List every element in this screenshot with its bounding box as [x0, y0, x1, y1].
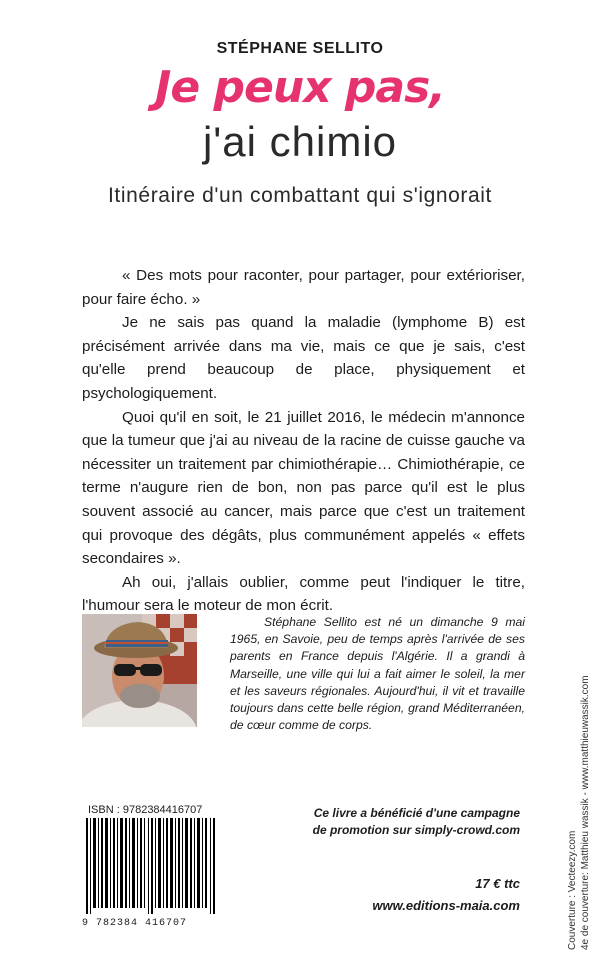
- back-cover-blurb: [82, 264, 525, 618]
- book-title-line2: j'ai chimio: [202, 118, 398, 165]
- promotion-note: [300, 805, 520, 839]
- isbn-label: ISBN : 9782384416707: [88, 804, 203, 816]
- author-biography: [230, 614, 525, 734]
- book-price: 17 € ttc: [475, 876, 520, 891]
- blurb-paragraph: Ah oui, j'allais oublier, comme peut l'indiquer le titre, l'humour sera le moteur de mon écrit.: [82, 573, 525, 615]
- publisher-website: www.editions-maia.com: [372, 898, 520, 913]
- book-title-line1: Je peux pas,: [155, 62, 445, 113]
- credit-line-cover: Couverture : Vecteezy.com: [567, 830, 578, 950]
- blurb-paragraph: Je ne sais pas quand la maladie (lymphome B) est précisément arrivée dans ma vie, mais ce que je sais, c'est qu'elle prend beaucoup de place, physiquement et psychologiquement.: [82, 314, 525, 402]
- barcode-icon: [84, 818, 218, 914]
- bio-text: Stéphane Sellito est né un dimanche 9 mai 1965, en Savoie, peu de temps après l'arrivée de ses parents en France depuis l'Algérie. Il a grandi à Marseille, une ville qui lui a fait aimer le soleil, la mer et les saveurs régionales. Aujourd'hui, il vit et travaille toujours dans cette belle région, grand Méditerranéen, de cœur comme de corps.: [230, 615, 525, 733]
- promo-line: de promotion sur simply-crowd.com: [312, 823, 520, 837]
- author-name: STÉPHANE SELLITO: [216, 40, 384, 57]
- blurb-paragraph: Quoi qu'il en soit, le 21 juillet 2016, le médecin m'annonce que la tumeur que j'ai au niveau de la racine de cuisse gauche va nécessiter un traitement par chimiothérapie… Chimiothérapie, ce terme n'augure rien de bon, non pas parce qu'il est le plus souvent associé au cancer, mais parce que c'est un traitement qui provoque des dégâts, plus communément appelés « effets secondaires ».: [82, 408, 525, 568]
- barcode-number: 9 782384 416707: [82, 918, 188, 929]
- promo-line: Ce livre a bénéficié d'une campagne: [313, 806, 520, 820]
- cover-credits: [566, 620, 592, 950]
- book-subtitle: Itinéraire d'un combattant qui s'ignorait: [108, 184, 492, 207]
- credit-line-back-cover: 4e de couverture: Matthieu wassik - www.matthieuwassik.com: [580, 675, 591, 950]
- blurb-paragraph: « Des mots pour raconter, pour partager, pour extérioriser, pour faire écho. »: [82, 267, 525, 308]
- author-photo: [82, 614, 197, 727]
